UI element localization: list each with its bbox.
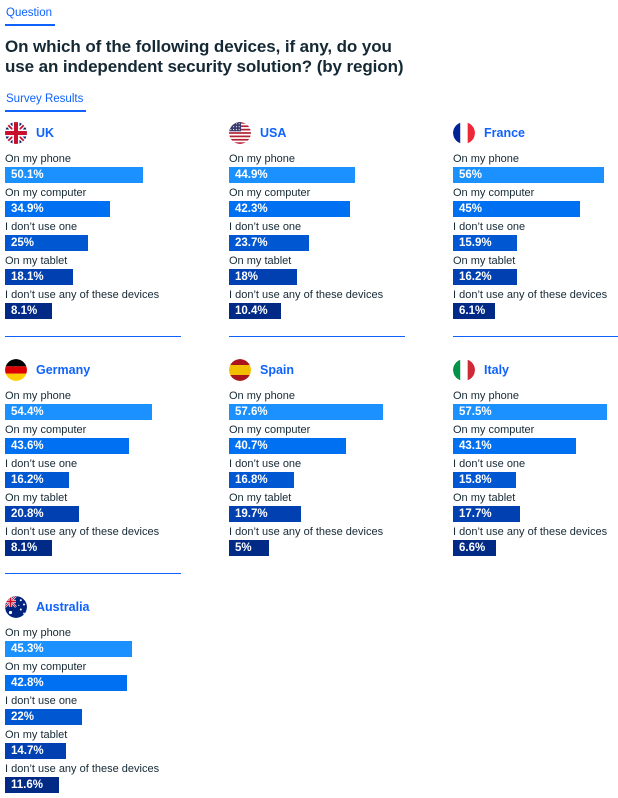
bar-category-label: I don’t use any of these devices: [229, 289, 384, 301]
region-name: USA: [260, 126, 287, 140]
bar-category-label: On my computer: [229, 424, 311, 436]
bar-category-label: I don’t use one: [5, 221, 78, 233]
bar-australia-2: 22%: [5, 709, 82, 725]
uk-flag-icon: [5, 122, 27, 144]
region-charts-grid: [5, 118, 618, 798]
bar-group: [453, 459, 618, 488]
bar-uk-4: 8.1%: [5, 303, 52, 319]
bar-group: [5, 662, 181, 691]
germany-flag-icon: [5, 359, 27, 381]
region-chart-france: [453, 118, 618, 324]
bar-category-label: I don’t use one: [5, 458, 78, 470]
bar-germany-0: 54.4%: [5, 404, 152, 420]
tab-survey-results[interactable]: [5, 93, 86, 112]
bar-category-label: On my tablet: [229, 255, 292, 267]
bar-category-label: I don’t use one: [453, 458, 526, 470]
bar-group: [229, 222, 405, 251]
bar-italy-1: 43.1%: [453, 438, 576, 454]
bar-spain-4: 5%: [229, 540, 269, 556]
bar-australia-1: 42.8%: [5, 675, 127, 691]
region-header-spain: [229, 359, 405, 381]
bar-spain-0: 57.6%: [229, 404, 383, 420]
region-chart-spain: [229, 336, 405, 561]
bar-category-label: On my tablet: [453, 255, 516, 267]
region-chart-usa: [229, 118, 405, 324]
bar-italy-2: 15.8%: [453, 472, 516, 488]
bar-category-label: I don’t use any of these devices: [453, 289, 608, 301]
bar-australia-4: 11.6%: [5, 777, 59, 793]
bar-group: [5, 764, 181, 793]
bar-uk-3: 18.1%: [5, 269, 73, 285]
bar-usa-3: 18%: [229, 269, 297, 285]
bar-group: [453, 154, 618, 183]
bar-australia-3: 14.7%: [5, 743, 66, 759]
region-name: Australia: [36, 600, 90, 614]
page-title: [5, 37, 618, 76]
bar-germany-3: 20.8%: [5, 506, 79, 522]
tab-question[interactable]: [5, 7, 55, 26]
spain-flag-icon: [229, 359, 251, 381]
bar-group: [229, 256, 405, 285]
bar-group: [5, 391, 181, 420]
bar-category-label: On my tablet: [5, 492, 68, 504]
bar-group: [5, 256, 181, 285]
bar-group: [5, 493, 181, 522]
bar-germany-2: 16.2%: [5, 472, 69, 488]
bar-category-label: On my computer: [453, 187, 535, 199]
bar-group: [229, 188, 405, 217]
bar-france-2: 15.9%: [453, 235, 517, 251]
bar-group: [5, 730, 181, 759]
bar-group: [229, 391, 405, 420]
bar-group: [453, 493, 618, 522]
bar-france-4: 6.1%: [453, 303, 495, 319]
bar-germany-4: 8.1%: [5, 540, 52, 556]
tab-survey-results-label: Survey Results: [6, 93, 84, 105]
region-chart-australia: [5, 573, 181, 798]
bar-category-label: On my phone: [453, 390, 520, 402]
bar-category-label: On my tablet: [229, 492, 292, 504]
bar-group: [453, 222, 618, 251]
bar-category-label: I don’t use any of these devices: [5, 526, 160, 538]
bar-italy-4: 6.6%: [453, 540, 496, 556]
bar-category-label: On my tablet: [5, 729, 68, 741]
bar-group: [229, 493, 405, 522]
bar-category-label: I don’t use one: [229, 221, 302, 233]
region-name: UK: [36, 126, 55, 140]
bar-category-label: On my phone: [229, 390, 296, 402]
bar-category-label: On my tablet: [453, 492, 516, 504]
region-name: Spain: [260, 363, 295, 377]
region-header-italy: [453, 359, 618, 381]
bar-category-label: On my phone: [5, 627, 72, 639]
bar-category-label: On my computer: [5, 424, 87, 436]
bar-italy-3: 17.7%: [453, 506, 520, 522]
bar-group: [5, 696, 181, 725]
bar-category-label: I don’t use any of these devices: [229, 526, 384, 538]
region-name: France: [484, 126, 525, 140]
region-header-australia: [5, 596, 181, 618]
bar-category-label: I don’t use any of these devices: [453, 526, 608, 538]
bar-uk-2: 25%: [5, 235, 88, 251]
bar-group: [453, 188, 618, 217]
bar-spain-1: 40.7%: [229, 438, 346, 454]
france-flag-icon: [453, 122, 475, 144]
bar-group: [5, 459, 181, 488]
region-header-uk: [5, 122, 181, 144]
region-chart-italy: [453, 336, 618, 561]
bar-category-label: On my phone: [229, 153, 296, 165]
bar-group: [453, 527, 618, 556]
bar-group: [5, 527, 181, 556]
bar-france-1: 45%: [453, 201, 580, 217]
bar-group: [453, 256, 618, 285]
region-header-germany: [5, 359, 181, 381]
bar-uk-0: 50.1%: [5, 167, 143, 183]
bar-australia-0: 45.3%: [5, 641, 132, 657]
bar-group: [453, 391, 618, 420]
bar-italy-0: 57.5%: [453, 404, 607, 420]
region-header-usa: [229, 122, 405, 144]
bar-group: [5, 628, 181, 657]
usa-flag-icon: [229, 122, 251, 144]
bar-spain-2: 16.8%: [229, 472, 294, 488]
bar-uk-1: 34.9%: [5, 201, 110, 217]
bar-category-label: On my computer: [453, 424, 535, 436]
bar-group: [453, 290, 618, 319]
bar-category-label: On my phone: [5, 390, 72, 402]
bar-group: [5, 222, 181, 251]
bar-category-label: On my tablet: [5, 255, 68, 267]
bar-usa-0: 44.9%: [229, 167, 355, 183]
bar-category-label: On my phone: [5, 153, 72, 165]
bar-group: [229, 459, 405, 488]
region-chart-germany: [5, 336, 181, 561]
page-title-line2: use an independent security solution? (by region): [5, 56, 404, 76]
region-header-france: [453, 122, 618, 144]
italy-flag-icon: [453, 359, 475, 381]
region-chart-uk: [5, 118, 181, 324]
bar-france-0: 56%: [453, 167, 604, 183]
bar-category-label: On my computer: [5, 187, 87, 199]
page-title-line1: On which of the following devices, if any, do you: [5, 37, 392, 56]
bar-group: [229, 290, 405, 319]
bar-group: [5, 290, 181, 319]
bar-category-label: On my computer: [229, 187, 311, 199]
tab-question-label: Question: [6, 7, 53, 19]
australia-flag-icon: [5, 596, 27, 618]
bar-spain-3: 19.7%: [229, 506, 301, 522]
bar-category-label: On my computer: [5, 661, 87, 673]
bar-usa-1: 42.3%: [229, 201, 350, 217]
bar-category-label: On my phone: [453, 153, 520, 165]
region-name: Italy: [484, 363, 510, 377]
bar-category-label: I don’t use one: [229, 458, 302, 470]
bar-germany-1: 43.6%: [5, 438, 129, 454]
bar-group: [453, 425, 618, 454]
bar-category-label: I don’t use any of these devices: [5, 763, 160, 775]
bar-group: [5, 154, 181, 183]
region-name: Germany: [36, 363, 91, 377]
bar-france-3: 16.2%: [453, 269, 517, 285]
bar-category-label: I don’t use one: [5, 695, 78, 707]
bar-category-label: I don’t use one: [453, 221, 526, 233]
bar-category-label: I don’t use any of these devices: [5, 289, 160, 301]
bar-group: [5, 425, 181, 454]
bar-usa-4: 10.4%: [229, 303, 281, 319]
bar-group: [229, 527, 405, 556]
bar-group: [229, 425, 405, 454]
bar-usa-2: 23.7%: [229, 235, 309, 251]
bar-group: [5, 188, 181, 217]
bar-group: [229, 154, 405, 183]
